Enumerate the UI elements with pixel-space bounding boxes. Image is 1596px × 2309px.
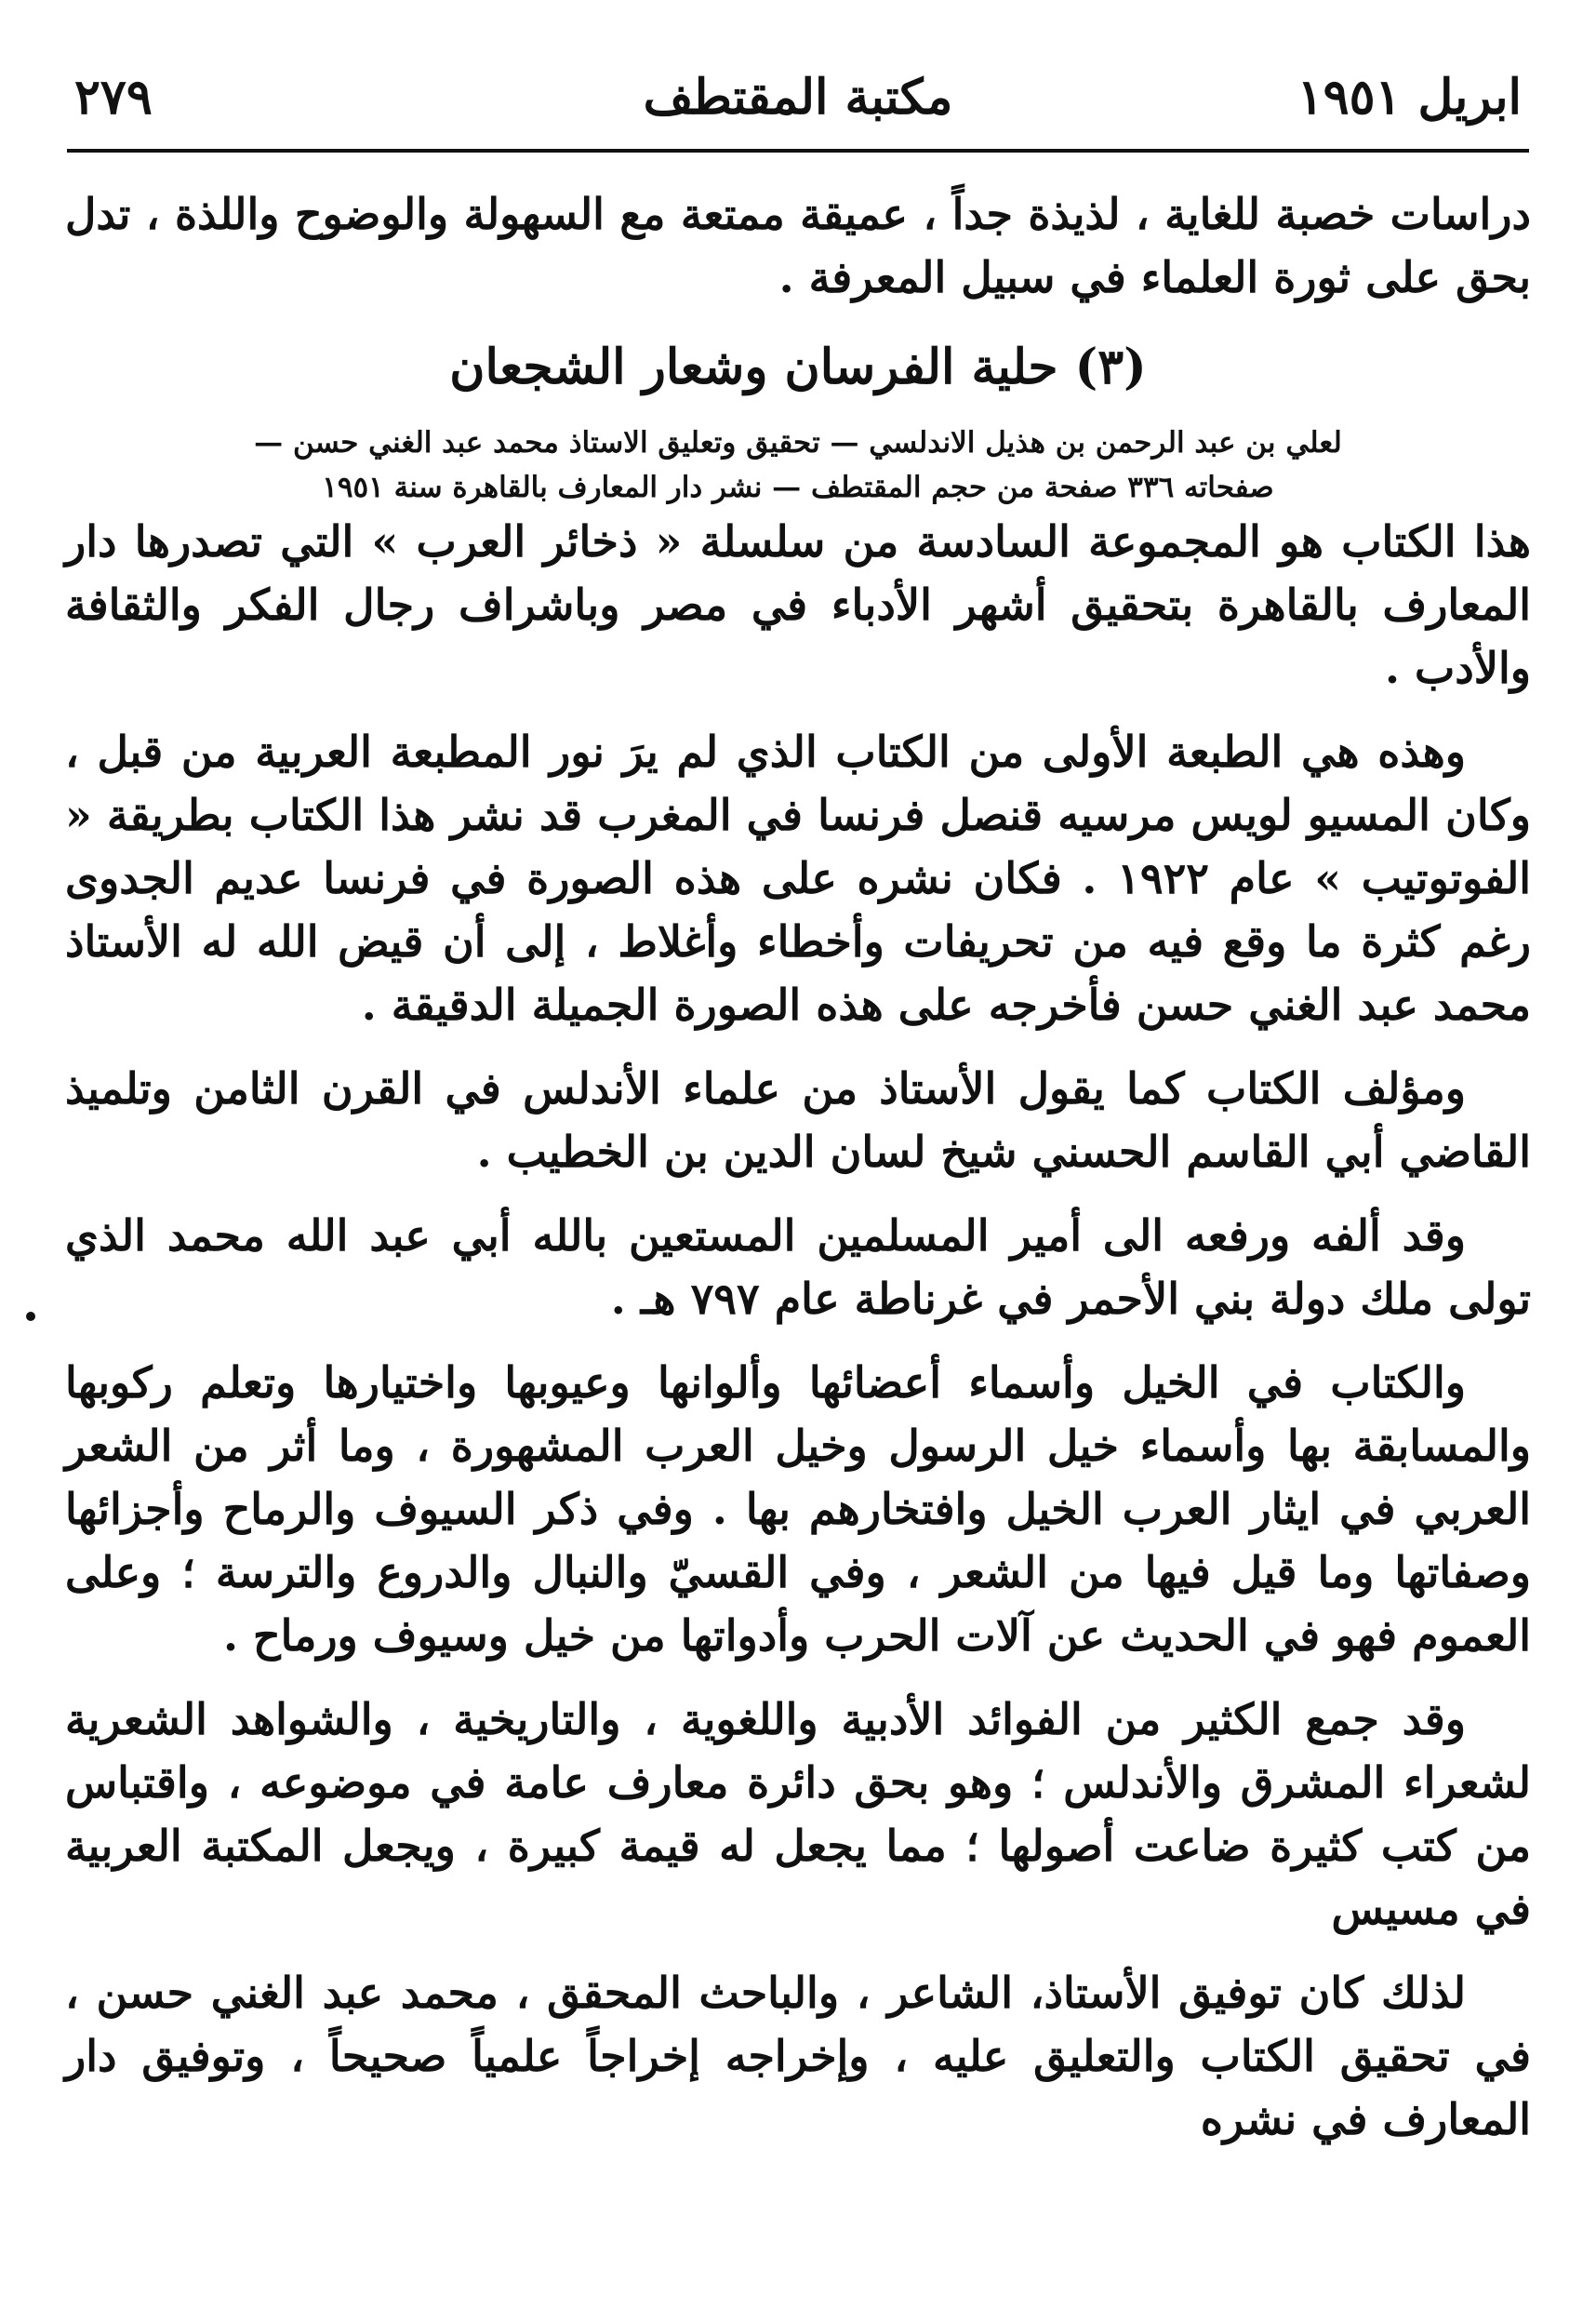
header-rule — [67, 149, 1529, 153]
header-journal-section: مكتبة المقتطف — [643, 68, 953, 126]
paragraph: والكتاب في الخيل وأسماء أعضائها وألوانها وعيوبها واختيارها وتعلم ركوبها والمسابقة بها وأسماء خيل الرسول وخيل العرب المشهورة ، وما أثر من الشعر العربي في ايثار العرب الخيل وافتخارهم بها . وفي ذكر السيوف والرماح وأجزائها وصفاتها وما قيل فيها من الشعر ، وفي القسيّ والنبال والدروع والترسة ؛ وعلى العموم فهو في الحديث عن آلات الحرب وأدواتها من خيل وسيوف ورماح . — [65, 1357, 1531, 1661]
running-header — [74, 58, 1522, 136]
header-date: ابريل ١٩٥١ — [1297, 68, 1522, 126]
book-author-line: لعلي بن عبد الرحمن بن هذيل الاندلسي — تحقيق وتعليق الاستاذ محمد عبد الغني حسن — — [254, 426, 1342, 460]
margin-dot — [26, 1312, 35, 1321]
paragraph: وقد جمع الكثير من الفوائد الأدبية واللغوية ، والتاريخية ، والشواهد الشعرية لشعراء المشرق والأندلس ؛ وهو بحق دائرة معارف عامة في موضوعه ، واقتباس من كتب كثيرة ضاعت أصولها ؛ مما يجعل له قيمة كبيرة ، ويجعل المكتبة العربية في مسيس — [65, 1694, 1531, 1934]
book-meta — [65, 420, 1531, 510]
paragraph: هذا الكتاب هو المجموعة السادسة من سلسلة « ذخائر العرب » التي تصدرها دار المعارف بالقاهرة بتحقيق أشهر الأدباء في مصر وباشراف رجال الفكر والثقافة والأدب . — [65, 516, 1531, 693]
paragraph: وقد ألفه ورفعه الى أمير المسلمين المستعين بالله أبي عبد الله محمد الذي تولى ملك دولة بني الأحمر في غرناطة عام ٧٩٧ هـ . — [65, 1210, 1531, 1324]
paragraph: لذلك كان توفيق الأستاذ، الشاعر ، والباحث المحقق ، محمد عبد الغني حسن ، في تحقيق الكتاب والتعليق عليه ، وإخراجه إخراجاً علمياً صحيحاً ، وتوفيق دار المعارف في نشره — [65, 1968, 1531, 2144]
intro-paragraph: دراسات خصبة للغاية ، لذيذة جداً ، عميقة ممتعة مع السهولة والوضوح واللذة ، تدل بحق على ثورة العلماء في سبيل المعرفة . — [65, 189, 1531, 302]
article-body — [65, 182, 1531, 2151]
page-number: ٢٧٩ — [74, 68, 153, 126]
book-title: (٣) حلية الفرسان وشعار الشجعان — [449, 339, 1147, 395]
paragraph: ومؤلف الكتاب كما يقول الأستاذ من علماء الأندلس في القرن الثامن وتلميذ القاضي أبي القاسم الحسني شيخ لسان الدين بن الخطيب . — [65, 1063, 1531, 1177]
paragraph: وهذه هي الطبعة الأولى من الكتاب الذي لم يرَ نور المطبعة العربية من قبل ، وكان المسيو لويس مرسيه قنصل فرنسا في المغرب قد نشر هذا الكتاب بطريقة « الفوتوتيب » عام ١٩٢٢ . فكان نشره على هذه الصورة في فرنسا عديم الجدوى رغم كثرة ما وقع فيه من تحريفات وأخطاء وأغلاط ، إلى أن قيض الله له الأستاذ محمد عبد الغني حسن فأخرجه على هذه الصورة الجميلة الدقيقة . — [65, 727, 1531, 1030]
book-publication-line: صفحاته ٣٣٦ صفحة من حجم المقتطف — نشر دار المعارف بالقاهرة سنة ١٩٥١ — [322, 471, 1274, 504]
